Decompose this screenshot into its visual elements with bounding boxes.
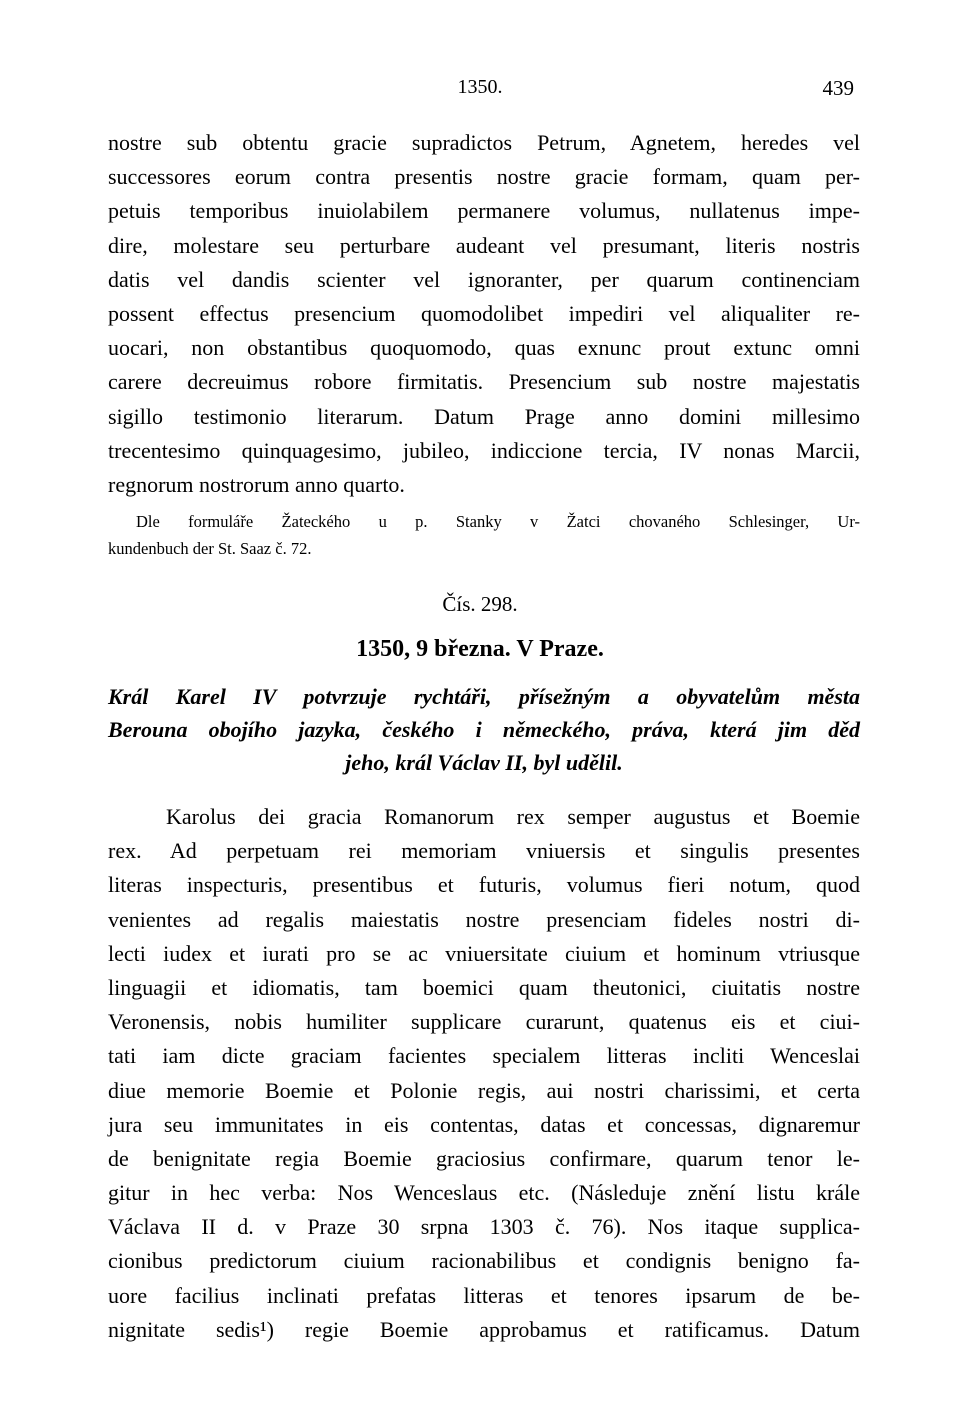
text-line: venientes ad regalis maiestatis nostre presenciam fideles nostri di- xyxy=(108,906,860,932)
text-line: Karolus dei gracia Romanorum rex semper augustus et Boemie xyxy=(166,804,860,829)
previous-document-text xyxy=(108,126,860,502)
text-line: literas inspecturis, presentibus et futuris, volumus fieri notum, quod xyxy=(108,872,860,898)
text-line: rex. Ad perpetuam rei memoriam vniuersis et singulis presentes xyxy=(108,838,860,864)
text-line: linguagii et idiomatis, tam boemici quam theutonici, ciuitatis nostre xyxy=(108,974,860,1000)
text-line: successores eorum contra presentis nostre gracie formam, quam per- xyxy=(108,164,860,190)
text-line: possent effectus presencium quomodolibet impediri vel aliqualiter re- xyxy=(108,300,860,326)
text-line: nignitate sedis¹) regie Boemie approbamus et ratificamus. Datum xyxy=(108,1316,860,1342)
text-line: cionibus predictorum ciuium racionabilibus et condignis benigno fa- xyxy=(108,1248,860,1274)
text-line: uore facilius inclinati prefatas litteras et tenores ipsarum de be- xyxy=(108,1282,860,1308)
text-line: tati iam dicte graciam facientes specialem litteras incliti Wenceslai xyxy=(108,1043,860,1069)
text-line: jura seu immunitates in eis contentas, datas et concessas, dignaremur xyxy=(108,1111,860,1137)
summary-line: Berouna obojího jazyka, českého i německého, práva, která jim děd xyxy=(108,717,860,742)
text-line: gitur in hec verba: Nos Wenceslaus etc. (Následuje znění listu krále xyxy=(108,1180,860,1206)
text-line: diue memorie Boemie et Polonie regis, aui nostri charissimi, et certa xyxy=(108,1077,860,1103)
running-header-year: 1350. xyxy=(457,76,503,98)
source-note xyxy=(108,508,860,562)
text-line: Veronensis, nobis humiliter supplicare curarunt, quatenus eis et ciui- xyxy=(108,1009,860,1035)
summary-line: Král Karel IV potvrzuje rychtáři, přísežným a obyvatelům města xyxy=(108,684,860,709)
document-summary xyxy=(108,680,860,779)
note-line: Dle formuláře Žateckého u p. Stanky v Žatci chovaného Schlesinger, Ur- xyxy=(136,512,860,531)
note-line: kundenbuch der St. Saaz č. 72. xyxy=(108,539,312,558)
text-line: Václava II d. v Praze 30 srpna 1303 č. 76). Nos itaque supplica- xyxy=(108,1214,860,1240)
text-line: de benignitate regia Boemie graciosius confirmare, quarum tenor le- xyxy=(108,1145,860,1171)
summary-line: jeho, král Václav II, byl udělil. xyxy=(345,750,623,775)
document-number: Čís. 298. xyxy=(442,592,518,616)
text-line: datis vel dandis scienter vel ignoranter, per quarum continenciam xyxy=(108,266,860,292)
text-line: regnorum nostrorum anno quarto. xyxy=(108,471,405,497)
text-line: lecti iudex et iurati pro se ac vniuersitate ciuium et hominum vtriusque xyxy=(108,940,860,966)
text-line: petuis temporibus inuiolabilem permanere volumus, nullatenus impe- xyxy=(108,198,860,224)
text-line: sigillo testimonio literarum. Datum Prage anno domini millesimo xyxy=(108,403,860,429)
text-line: dire, molestare seu perturbare audeant vel presumant, literis nostris xyxy=(108,232,860,258)
text-line: trecentesimo quinquagesimo, jubileo, indiccione tercia, IV nonas Marcii, xyxy=(108,437,860,463)
document-date-place: 1350, 9 března. V Praze. xyxy=(356,636,604,662)
text-line: carere decreuimus robore firmitatis. Presencium sub nostre majestatis xyxy=(108,369,860,395)
text-line: uocari, non obstantibus quoquomodo, quas exnunc prout extunc omni xyxy=(108,335,860,361)
charter-text xyxy=(108,800,860,1347)
text-line: nostre sub obtentu gracie supradictos Petrum, Agnetem, heredes vel xyxy=(108,130,860,155)
page-number: 439 xyxy=(822,76,854,100)
